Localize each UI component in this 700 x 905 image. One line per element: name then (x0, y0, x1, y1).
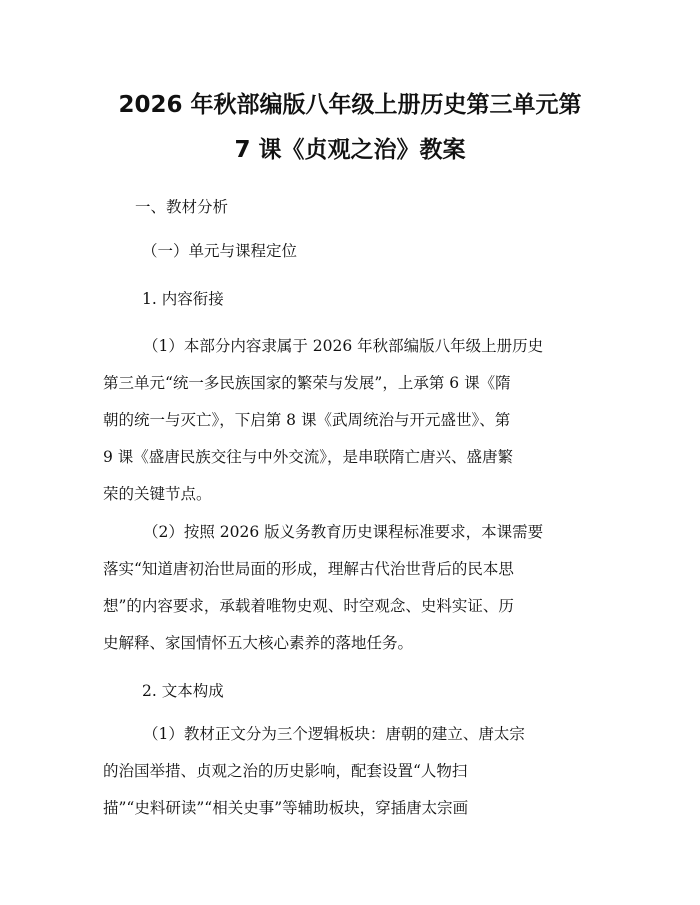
paragraph-line: （2）按照 2026 版义务教育历史课程标准要求，本课需要 (143, 523, 544, 541)
paragraph-line: 描”“史料研读”“相关史事”等辅助板块，穿插唐太宗画 (103, 799, 469, 817)
paragraph-line: 荣的关键节点。 (103, 485, 212, 503)
paragraph-line: 落实“知道唐初治世局面的形成，理解古代治世背后的民本思 (103, 560, 514, 578)
section-heading-textbook-analysis: 一、教材分析 (135, 198, 229, 216)
paragraph-3 (103, 716, 597, 827)
item-heading-text-structure: 2. 文本构成 (142, 682, 224, 700)
paragraph-line: 史解释、家国情怀五大核心素养的落地任务。 (103, 634, 414, 652)
paragraph-line: （1）本部分内容隶属于 2026 年秋部编版八年级上册历史 (143, 337, 544, 355)
item-heading-content-connection: 1. 内容衔接 (142, 290, 224, 308)
paragraph-1 (103, 328, 597, 513)
document-title-line-2: 7 课《贞观之治》教案 (234, 137, 466, 163)
paragraph-line: 想”的内容要求，承载着唯物史观、时空观念、史料实证、历 (103, 597, 514, 615)
paragraph-line: （1）教材正文分为三个逻辑板块：唐朝的建立、唐太宗 (143, 725, 525, 743)
paragraph-2 (103, 514, 597, 662)
paragraph-line: 9 课《盛唐民族交往与中外交流》，是串联隋亡唐兴、盛唐繁 (103, 448, 514, 466)
paragraph-line: 朝的统一与灭亡》，下启第 8 课《武周统治与开元盛世》、第 (103, 411, 511, 429)
subsection-heading-unit-positioning: （一）单元与课程定位 (142, 242, 298, 260)
document-title-line-1: 2026 年秋部编版八年级上册历史第三单元第 (118, 92, 582, 118)
paragraph-line: 第三单元“统一多民族国家的繁荣与发展”，上承第 6 课《隋 (103, 374, 511, 392)
paragraph-line: 的治国举措、贞观之治的历史影响，配套设置“人物扫 (103, 762, 468, 780)
